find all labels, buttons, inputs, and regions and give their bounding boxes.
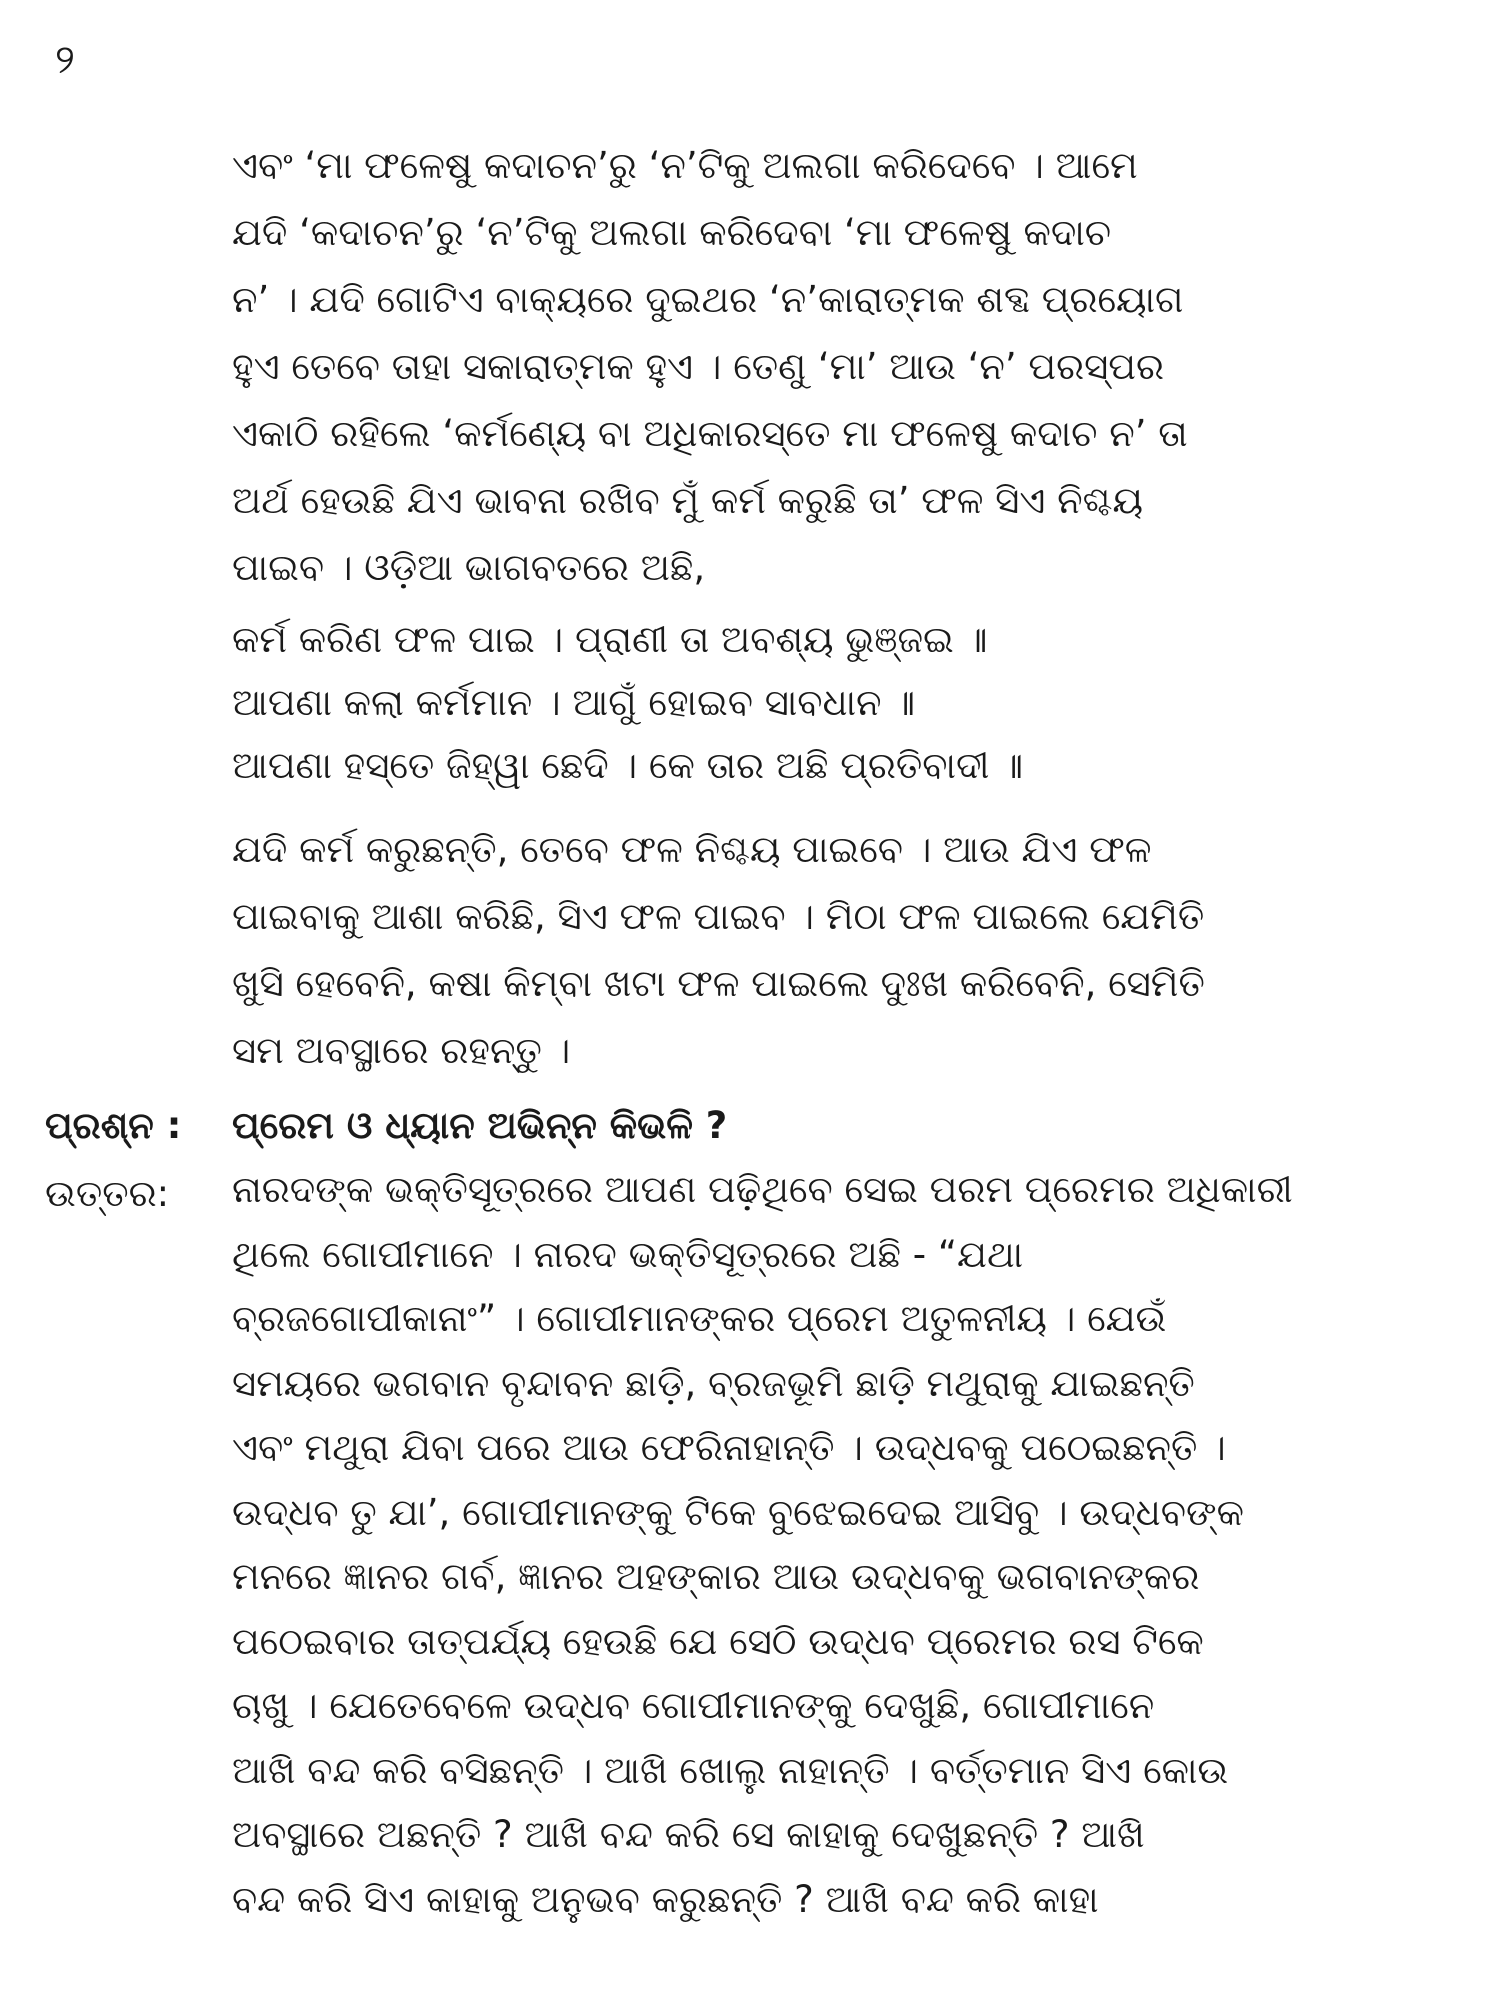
text-line: ଏବଂ ମଥୁରା ଯିବା ପରେ ଆଉ ଫେରିନାହାନ୍ତି । ଉଦ୍ଧବକୁ ପଠେଇଛନ୍ତି । xyxy=(232,1426,1226,1469)
text-line: ଥିଲେ ଗୋପୀମାନେ । ନାରଦ ଭକ୍ତିସୂତ୍ରରେ ଅଛି - “ଯଥା xyxy=(232,1232,1024,1276)
answer-label: ଉତ୍ତର: xyxy=(45,1172,170,1215)
verse-line: ଆପଣା ହସ୍ତେ ଜିହ୍ୱା ଛେଦି । କେ ତାର ଅଛି ପ୍ରତିବାଦୀ ॥ xyxy=(232,744,1024,787)
text-line: ଯଦି କର୍ମ କରୁଛନ୍ତି, ତେବେ ଫଳ ନିଶ୍ଚୟ ପାଇବେ । ଆଉ ଯିଏ ଫଳ xyxy=(232,828,1152,871)
text-line: ଅବସ୍ଥାରେ ଅଛନ୍ତି ? ଆଖି ବନ୍ଦ କରି ସେ କାହାକୁ ଦେଖୁଛନ୍ତି ? ଆଖି xyxy=(232,1813,1145,1856)
verse-block xyxy=(232,608,1358,797)
text-line: ଆଖି ବନ୍ଦ କରି ବସିଛନ୍ତି । ଆଖି ଖୋଲୁ ନାହାନ୍ତି । ବର୍ତ୍ତମାନ ସିଏ କୋଉ xyxy=(232,1748,1229,1792)
text-line: ସମ ଅବସ୍ଥାରେ ରହନ୍ତୁ । xyxy=(232,1029,571,1072)
text-line: ପାଇବାକୁ ଆଶା କରିଛି, ସିଏ ଫଳ ପାଇବ । ମିଠା ଫଳ ପାଇଲେ ଯେମିତି xyxy=(232,895,1205,938)
text-line: ଏବଂ ‘ମା ଫଳେଷୁ କଦାଚନ’ରୁ ‘ନ’ଟିକୁ ଅଲଗା କରିଦେବେ । ଆମେ xyxy=(232,144,1138,187)
text-line: ହୁଏ ତେବେ ତାହା ସକାରାତ୍ମକ ହୁଏ । ତେଣୁ ‘ମା’ ଆଉ ‘ନ’ ପରସ୍ପର xyxy=(232,345,1164,388)
text-line: ପଠେଇବାର ତାତ୍ପର୍ଯ୍ୟ ହେଉଛି ଯେ ସେଠି ଉଦ୍ଧବ ପ୍ରେମର ରସ ଟିକେ xyxy=(232,1619,1204,1663)
text-line: ଖୁସି ହେବେନି, କଷା କିମ୍ବା ଖଟା ଫଳ ପାଇଲେ ଦୁଃଖ କରିବେନି, ସେମିତି xyxy=(232,962,1205,1005)
question-text: ପ୍ରେମ ଓ ଧ୍ୟାନ ଅଭିନ୍ନ କିଭଳି ? xyxy=(232,1104,728,1147)
text-line: ନ’ । ଯଦି ଗୋଟିଏ ବାକ୍ୟରେ ଦୁଇଥର ‘ନ’କାରାତ୍ମକ ଶବ୍ଦ ପ୍ରୟୋଗ xyxy=(232,278,1184,321)
paragraph-2 xyxy=(232,816,1358,1084)
text-line: ଯଦି ‘କଦାଚନ’ରୁ ‘ନ’ଟିକୁ ଅଲଗା କରିଦେବା ‘ମା ଫଳେଷୁ କଦାଚ xyxy=(232,211,1112,254)
text-line: ବ୍ରଜଗୋପୀକାନାଂ” । ଗୋପୀମାନଙ୍କର ପ୍ରେମ ଅତୁଳନୀୟ । ଯେଉଁ xyxy=(232,1297,1167,1340)
text-line: ନାରଦଙ୍କ ଭକ୍ତିସୂତ୍ରରେ ଆପଣ ପଢ଼ିଥିବେ ସେଇ ପରମ ପ୍ରେମର ଅଧିକାରୀ xyxy=(232,1168,1293,1211)
text-line: ଉଦ୍ଧବ ତୁ ଯା’, ଗୋପୀମାନଙ୍କୁ ଟିକେ ବୁଝେଇଦେଇ ଆସିବୁ । ଉଦ୍ଧବଙ୍କ xyxy=(232,1490,1244,1534)
text-line: ଚାଖୁ । ଯେତେବେଳେ ଉଦ୍ଧବ ଗୋପୀମାନଙ୍କୁ ଦେଖୁଛି, ଗୋପୀମାନେ xyxy=(232,1684,1155,1727)
text-line: ଅର୍ଥ ହେଉଛି ଯିଏ ଭାବନା ରଖିବ ମୁଁ କର୍ମ କରୁଛି ତା’ ଫଳ ସିଏ ନିଶ୍ଚୟ xyxy=(232,479,1144,522)
paragraph-1 xyxy=(232,132,1358,601)
verse-line: କର୍ମ କରିଣ ଫଳ ପାଇ । ପ୍ରାଣୀ ତା ଅବଶ୍ୟ ଭୁଞ୍ଜଇ ॥ xyxy=(232,618,988,661)
answer-text xyxy=(232,1158,1358,1932)
text-line: ସମୟରେ ଭଗବାନ ବୃନ୍ଦାବନ ଛାଡ଼ି, ବ୍ରଜଭୂମି ଛାଡ଼ି ମଥୁରାକୁ ଯାଇଛନ୍ତି xyxy=(232,1361,1195,1405)
text-line: ବନ୍ଦ କରି ସିଏ କାହାକୁ ଅନୁଭବ କରୁଛନ୍ତି ? ଆଖି ବନ୍ଦ କରି କାହା xyxy=(232,1877,1099,1921)
question-label: ପ୍ରଶ୍ନ : xyxy=(45,1104,182,1147)
page-number: ୨ xyxy=(55,37,75,83)
text-line: ଏକାଠି ରହିଲେ ‘କର୍ମଣ୍ୟେ ବା ଅଧିକାରସ୍ତେ ମା ଫଳେଷୁ କଦାଚ ନ’ ତା xyxy=(232,412,1188,455)
text-line: ମନରେ ଜ୍ଞାନର ଗର୍ବ, ଜ୍ଞାନର ଅହଙ୍କାର ଆଉ ଉଦ୍ଧବକୁ ଭଗବାନଙ୍କର xyxy=(232,1555,1200,1598)
text-line: ପାଇବ । ଓଡ଼ିଆ ଭାଗବତରେ ଅଛି, xyxy=(232,546,706,589)
verse-line: ଆପଣା କଲା କର୍ମମାନ । ଆଗୁଁ ହୋଇବ ସାବଧାନ ॥ xyxy=(232,681,916,724)
